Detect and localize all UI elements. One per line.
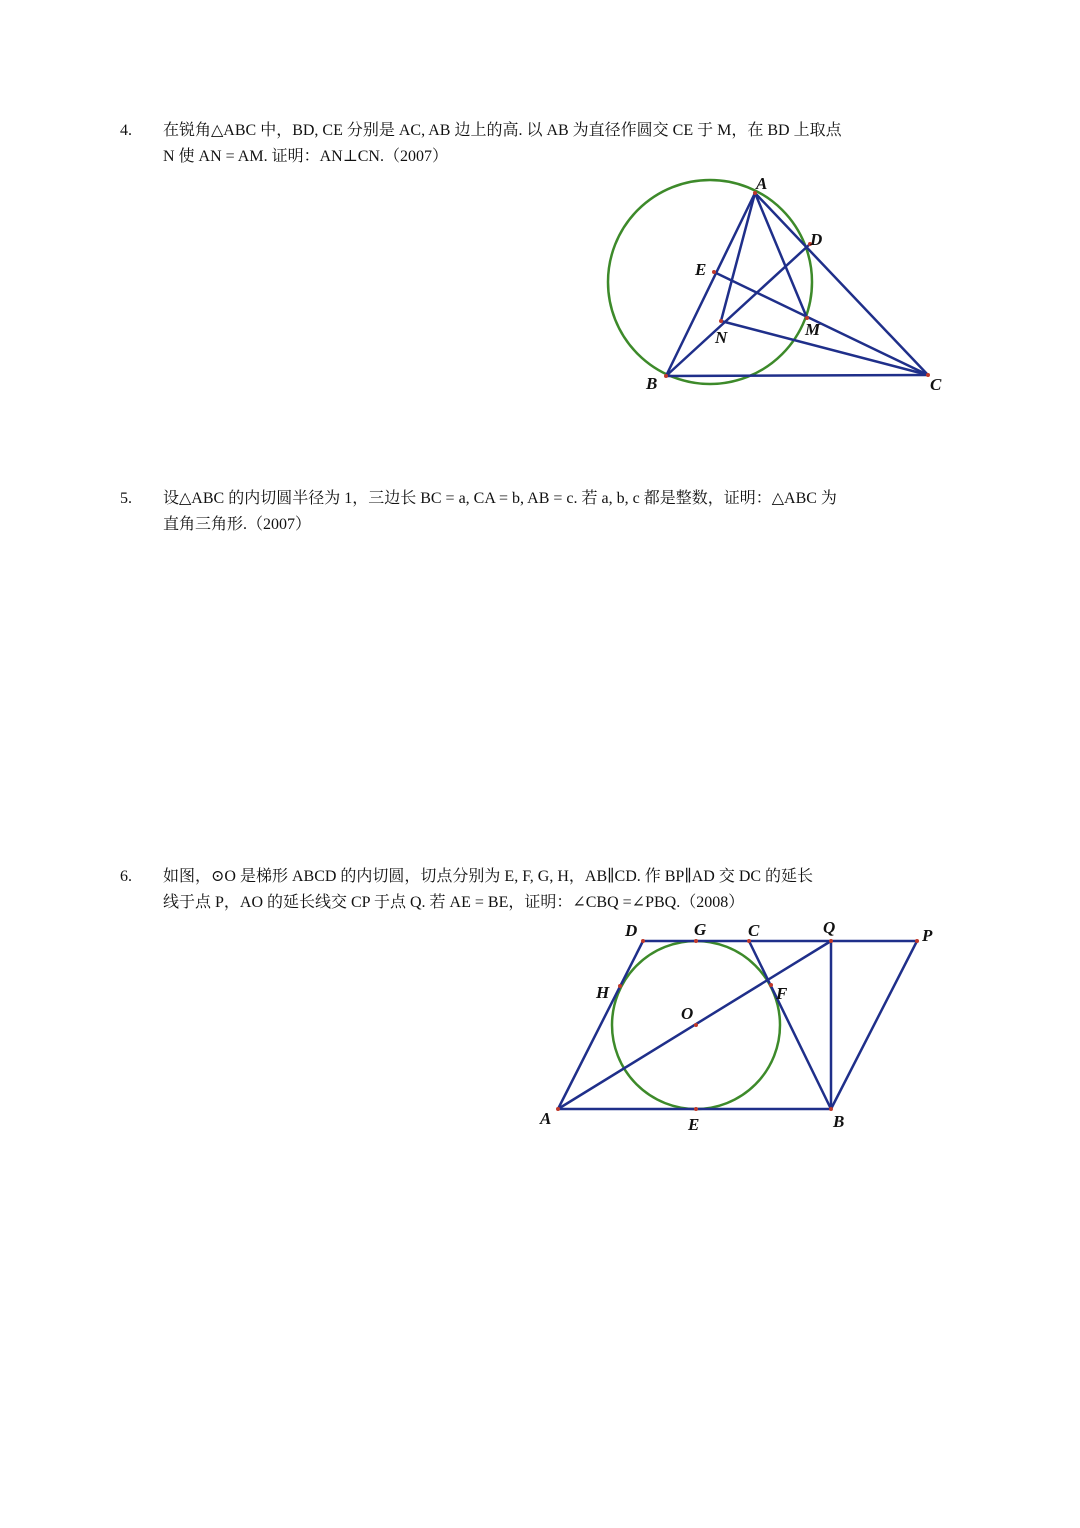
label-e: E	[695, 260, 707, 279]
problem-line: 在锐角△ABC 中，BD, CE 分别是 AC, AB 边上的高. 以 AB 为直径作圆交 CE 于 M，在 BD 上取点	[163, 122, 842, 139]
geometry-figure-4	[598, 170, 958, 400]
label-p: P	[922, 926, 933, 945]
label-b: B	[833, 1112, 845, 1131]
problem-number: 4.	[120, 122, 132, 139]
label-o: O	[681, 1004, 694, 1023]
problem-line: 设△ABC 的内切圆半径为 1，三边长 BC = a, CA = b, AB = c. 若 a, b, c 都是整数，证明：△ABC 为	[163, 490, 837, 507]
point-b	[829, 1107, 833, 1111]
label-b: B	[646, 374, 658, 393]
label-e: E	[688, 1115, 700, 1134]
point-e	[712, 270, 716, 274]
label-d: D	[625, 921, 638, 940]
geometry-figure-6	[530, 912, 950, 1140]
problem-line: 线于点 P，AO 的延长线交 CP 于点 Q. 若 AE = BE，证明：∠CBQ =∠PBQ.（2008）	[163, 894, 745, 911]
segment-bp	[831, 941, 917, 1109]
point-h	[618, 984, 622, 988]
problem-line: 直角三角形.（2007）	[163, 516, 312, 533]
label-c: C	[930, 375, 942, 394]
point-q	[829, 939, 833, 943]
point-o	[694, 1023, 698, 1027]
segment-cn	[721, 321, 928, 375]
label-f: F	[776, 984, 788, 1003]
problem-text	[163, 118, 963, 170]
point-a	[556, 1107, 560, 1111]
segment-bd	[666, 244, 810, 376]
label-g: G	[694, 920, 707, 939]
point-d	[641, 939, 645, 943]
label-q: Q	[823, 918, 836, 937]
point-e	[694, 1107, 698, 1111]
point-n	[719, 319, 723, 323]
circle-ab-diameter	[608, 180, 812, 384]
point-f	[769, 983, 773, 987]
problem-line: N 使 AN = AM. 证明：AN⊥CN.（2007）	[163, 148, 448, 165]
segment-ac	[755, 193, 928, 375]
label-m: M	[805, 320, 821, 339]
point-p	[915, 939, 919, 943]
point-b	[664, 374, 668, 378]
problem-number: 5.	[120, 490, 132, 507]
problem-number: 6.	[120, 868, 132, 885]
problem-text	[163, 864, 963, 916]
point-g	[694, 939, 698, 943]
label-h: H	[596, 983, 610, 1002]
problem-text	[163, 486, 963, 538]
label-n: N	[715, 328, 728, 347]
label-c: C	[748, 921, 760, 940]
problem-line: 如图，⊙O 是梯形 ABCD 的内切圆，切点分别为 E, F, G, H，AB∥CD. 作 BP∥AD 交 DC 的延长	[163, 868, 814, 885]
segment-bc	[666, 375, 928, 376]
label-a: A	[540, 1109, 552, 1128]
label-a: A	[756, 174, 768, 193]
segment-ce	[714, 272, 928, 375]
segment-an	[721, 193, 755, 321]
label-d: D	[810, 230, 823, 249]
